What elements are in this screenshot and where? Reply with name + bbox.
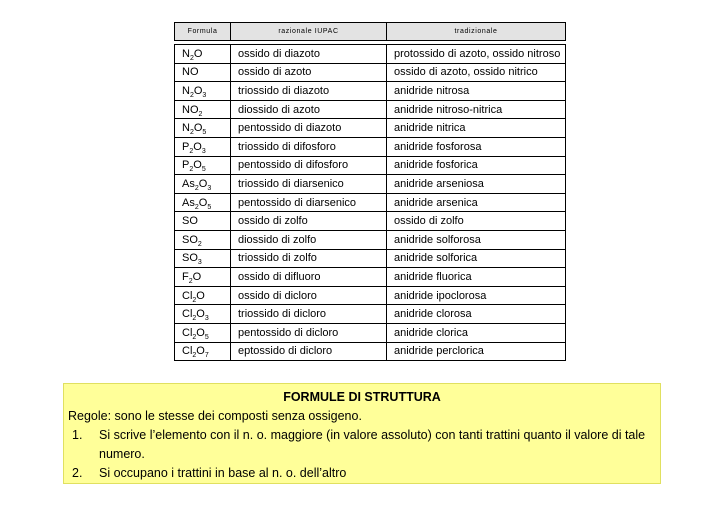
formula-cell xyxy=(175,268,231,287)
formula-element: P xyxy=(182,140,190,153)
traditional-name-cell: anidride fosforosa xyxy=(387,137,566,156)
table-row xyxy=(175,305,566,324)
formula-subscript: 5 xyxy=(202,129,207,137)
formula-cell xyxy=(175,156,231,175)
formula-cell xyxy=(175,305,231,324)
table-row xyxy=(175,249,566,268)
formula-element: SO xyxy=(182,215,198,228)
formula-element: O xyxy=(193,140,202,153)
traditional-name-cell: anidride nitrosa xyxy=(387,82,566,101)
formula-element: NO xyxy=(182,66,199,79)
formula-element: O xyxy=(193,84,203,97)
formula-element: Cl xyxy=(182,308,193,321)
formula-element: P xyxy=(182,159,190,172)
iupac-name-cell: ossido di difluoro xyxy=(231,268,387,287)
iupac-name-cell: triossido di zolfo xyxy=(231,249,387,268)
traditional-name-cell: anidride ipoclorosa xyxy=(387,286,566,305)
table-row xyxy=(175,230,566,249)
formula-element: O xyxy=(192,270,202,283)
formula-element: O xyxy=(193,122,203,135)
formula-cell xyxy=(175,193,231,212)
formula-element: As xyxy=(182,177,195,190)
oxides-table-container xyxy=(174,22,565,361)
formula-subscript: 3 xyxy=(201,147,206,155)
header-traditional: tradizionale xyxy=(387,23,566,41)
structural-formulas-box xyxy=(63,383,661,484)
formula-cell xyxy=(175,45,231,64)
formula-subscript: 3 xyxy=(207,184,212,192)
traditional-name-cell: anidride nitroso-nitrica xyxy=(387,100,566,119)
iupac-name-cell: pentossido di diarsenico xyxy=(231,193,387,212)
formula-subscript: 2 xyxy=(189,147,194,155)
rule-text: Si scrive l’elemento con il n. o. maggiore (in valore assoluto) con tanti trattini quanto il valore di tale numero. xyxy=(99,428,646,461)
formula-subscript: 2 xyxy=(197,240,202,248)
table-row xyxy=(175,175,566,194)
formula-element: N xyxy=(182,122,190,135)
formula-subscript: 7 xyxy=(204,352,209,360)
formula-element: O xyxy=(198,177,208,190)
iupac-name-cell: triossido di dicloro xyxy=(231,305,387,324)
traditional-name-cell: anidride fosforica xyxy=(387,156,566,175)
table-header-row xyxy=(175,23,566,41)
formula-subscript: 2 xyxy=(189,166,194,174)
formula-subscript: 2 xyxy=(192,315,197,323)
iupac-name-cell: diossido di zolfo xyxy=(231,230,387,249)
formula-cell xyxy=(175,249,231,268)
iupac-name-cell: triossido di diazoto xyxy=(231,82,387,101)
traditional-name-cell: protossido di azoto, ossido nitroso xyxy=(387,45,566,64)
formula-cell xyxy=(175,342,231,361)
formula-cell xyxy=(175,230,231,249)
formula-subscript: 3 xyxy=(204,315,209,323)
formula-cell xyxy=(175,212,231,231)
iupac-name-cell: diossido di azoto xyxy=(231,100,387,119)
formula-cell xyxy=(175,175,231,194)
traditional-name-cell: anidride perclorica xyxy=(387,342,566,361)
iupac-name-cell: ossido di dicloro xyxy=(231,286,387,305)
iupac-name-cell: triossido di diarsenico xyxy=(231,175,387,194)
formula-element: O xyxy=(196,289,205,302)
iupac-name-cell: ossido di zolfo xyxy=(231,212,387,231)
iupac-name-cell: pentossido di diazoto xyxy=(231,119,387,138)
traditional-name-cell: anidride fluorica xyxy=(387,268,566,287)
formula-subscript: 5 xyxy=(201,166,206,174)
formula-element: O xyxy=(193,47,203,60)
iupac-name-cell: ossido di azoto xyxy=(231,63,387,82)
iupac-name-cell: pentossido di dicloro xyxy=(231,323,387,342)
iupac-name-cell: ossido di diazoto xyxy=(231,45,387,64)
traditional-name-cell: anidride clorosa xyxy=(387,305,566,324)
header-iupac: razionale IUPAC xyxy=(231,23,387,41)
traditional-name-cell: anidride solforica xyxy=(387,249,566,268)
formula-subscript: 2 xyxy=(198,110,203,118)
formula-subscript: 3 xyxy=(202,91,207,99)
formula-subscript: 2 xyxy=(194,184,199,192)
table-row xyxy=(175,82,566,101)
table-body xyxy=(175,41,566,361)
formula-subscript: 2 xyxy=(189,54,194,62)
rule-text: Si occupano i trattini in base al n. o. dell’altro xyxy=(99,466,347,480)
table-row xyxy=(175,137,566,156)
traditional-name-cell: anidride nitrica xyxy=(387,119,566,138)
formula-element: O xyxy=(196,308,205,321)
formula-subscript: 2 xyxy=(192,352,197,360)
traditional-name-cell: anidride clorica xyxy=(387,323,566,342)
header-formula: Formula xyxy=(175,23,231,41)
formula-subscript: 5 xyxy=(207,203,212,211)
formula-subscript: 5 xyxy=(204,333,209,341)
formula-element: NO xyxy=(182,103,199,116)
table-row xyxy=(175,119,566,138)
formula-cell xyxy=(175,286,231,305)
formula-subscript: 2 xyxy=(188,277,193,285)
formula-element: N xyxy=(182,84,190,97)
formula-subscript: 2 xyxy=(189,91,194,99)
table-row xyxy=(175,342,566,361)
table-row xyxy=(175,212,566,231)
traditional-name-cell: ossido di azoto, ossido nitrico xyxy=(387,63,566,82)
iupac-name-cell: triossido di difosforo xyxy=(231,137,387,156)
formula-element: O xyxy=(196,345,205,358)
rule-number: 1. xyxy=(72,428,83,442)
rule-number: 2. xyxy=(72,466,83,480)
traditional-name-cell: anidride arseniosa xyxy=(387,175,566,194)
table-row xyxy=(175,268,566,287)
formula-element: O xyxy=(196,326,205,339)
traditional-name-cell: anidride arsenica xyxy=(387,193,566,212)
formula-cell xyxy=(175,100,231,119)
rules-list xyxy=(68,426,660,483)
formula-cell xyxy=(175,137,231,156)
formula-element: O xyxy=(198,196,208,209)
formula-element: F xyxy=(182,270,189,283)
formula-cell xyxy=(175,119,231,138)
formula-element: O xyxy=(193,159,202,172)
formula-subscript: 2 xyxy=(194,203,199,211)
rule-item xyxy=(68,426,660,464)
formula-element: Cl xyxy=(182,326,193,339)
box-title: FORMULE DI STRUTTURA xyxy=(283,390,441,404)
formula-element: Cl xyxy=(182,345,193,358)
table-row xyxy=(175,156,566,175)
iupac-name-cell: pentossido di difosforo xyxy=(231,156,387,175)
oxides-table xyxy=(174,22,566,361)
rules-intro: Regole: sono le stesse dei composti senza ossigeno. xyxy=(68,409,362,423)
table-row xyxy=(175,286,566,305)
rules-section xyxy=(64,407,660,483)
table-row xyxy=(175,323,566,342)
table-row xyxy=(175,193,566,212)
formula-subscript: 2 xyxy=(192,296,197,304)
formula-element: As xyxy=(182,196,195,209)
formula-cell xyxy=(175,323,231,342)
table-row xyxy=(175,63,566,82)
formula-subscript: 2 xyxy=(189,129,194,137)
rule-item xyxy=(68,464,660,483)
formula-cell xyxy=(175,82,231,101)
formula-subscript: 3 xyxy=(197,259,202,267)
traditional-name-cell: anidride solforosa xyxy=(387,230,566,249)
iupac-name-cell: eptossido di dicloro xyxy=(231,342,387,361)
traditional-name-cell: ossido di zolfo xyxy=(387,212,566,231)
table-row xyxy=(175,100,566,119)
formula-element: Cl xyxy=(182,289,193,302)
formula-cell xyxy=(175,63,231,82)
formula-subscript: 2 xyxy=(192,333,197,341)
formula-element: N xyxy=(182,47,190,60)
formula-element: SO xyxy=(182,252,198,265)
formula-element: SO xyxy=(182,233,198,246)
table-row xyxy=(175,45,566,64)
